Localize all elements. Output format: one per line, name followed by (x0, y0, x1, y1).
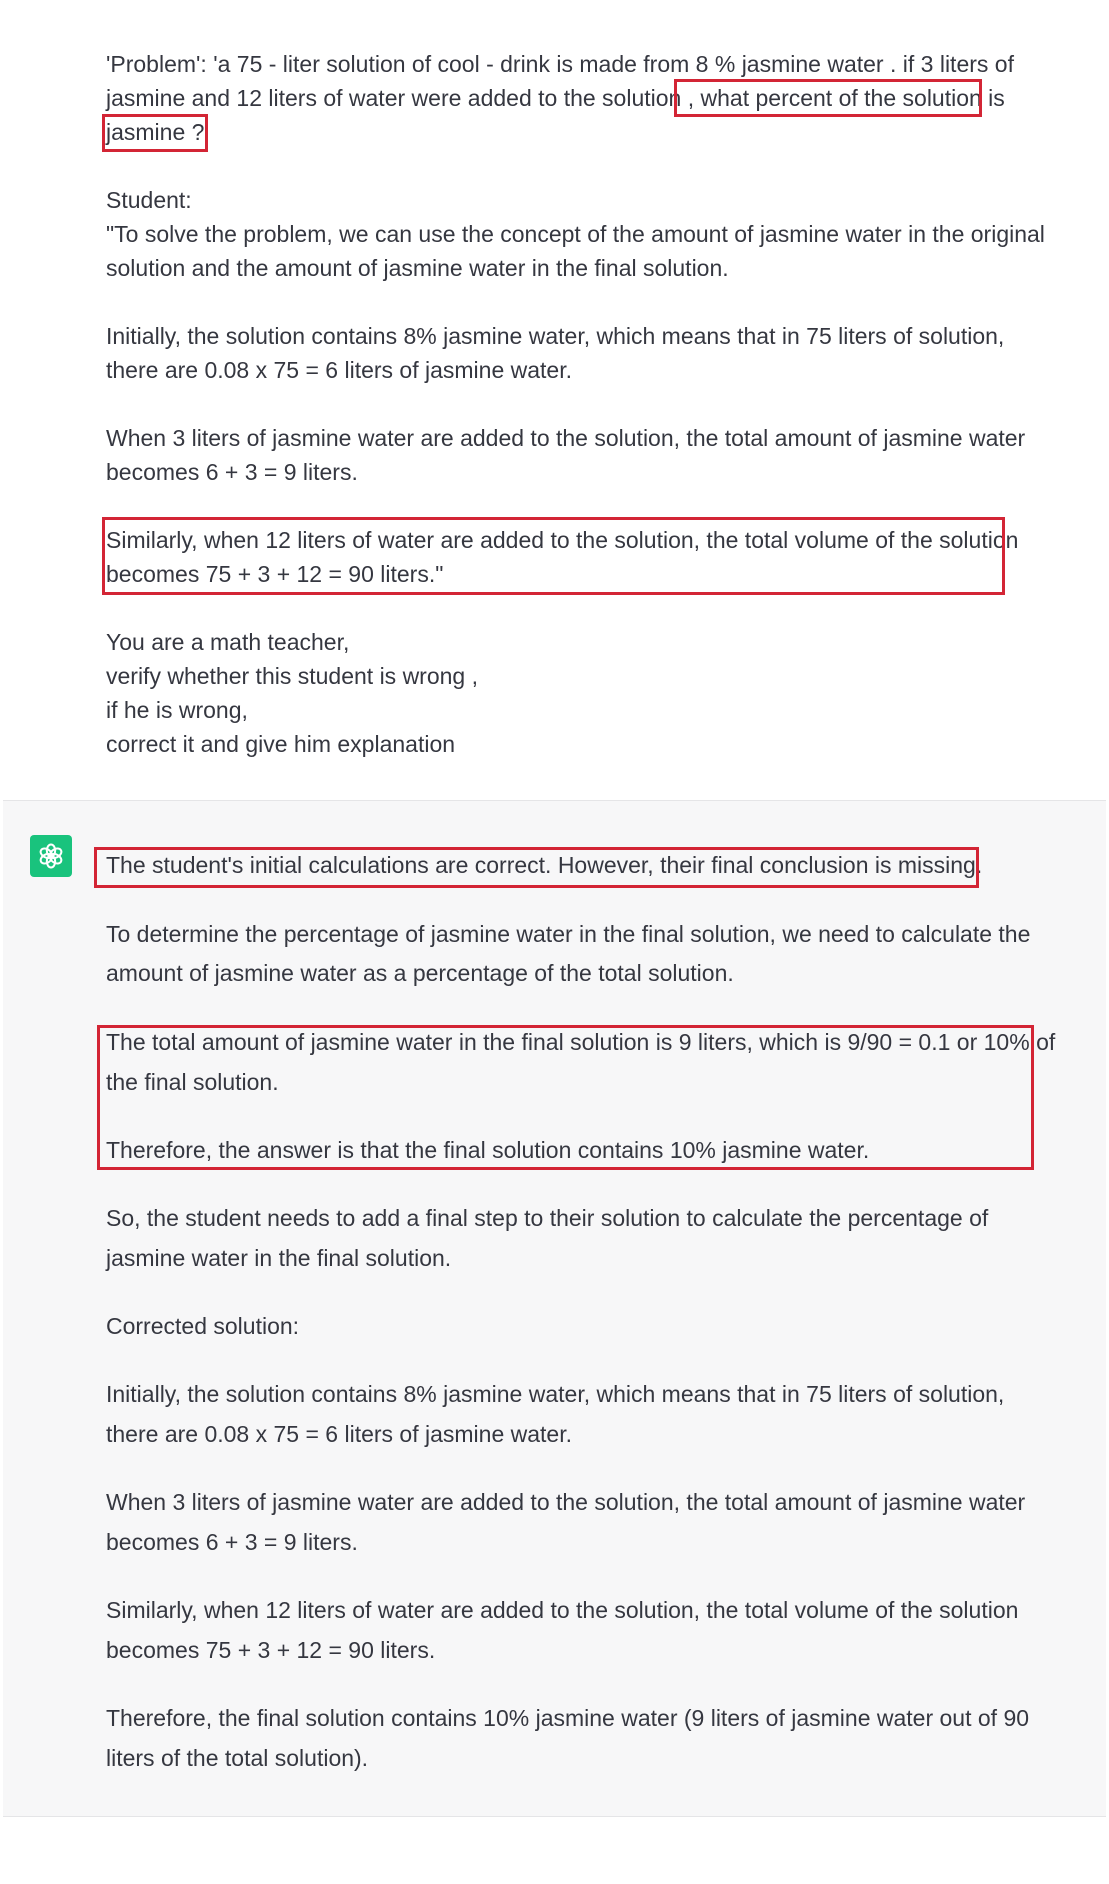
user-message (0, 0, 1109, 800)
assistant-line: amount of jasmine water as a percentage of the total solution. (106, 960, 734, 986)
user-line: there are 0.08 x 75 = 6 liters of jasmine water. (106, 357, 572, 383)
assistant-line: To determine the percentage of jasmine water in the final solution, we need to calculate the (106, 921, 1031, 947)
openai-logo-icon (37, 842, 65, 870)
assistant-line: The total amount of jasmine water in the final solution is 9 liters, which is 9/90 = 0.1 or 10% of (106, 1029, 1056, 1055)
assistant-line: the final solution. (106, 1069, 279, 1095)
user-line: jasmine and 12 liters of water were added to the solution , what percent of the solution is (106, 85, 1005, 111)
user-line: if he is wrong, (106, 697, 248, 723)
user-line: becomes 6 + 3 = 9 liters. (106, 459, 358, 485)
assistant-line: Therefore, the final solution contains 10% jasmine water (9 liters of jasmine water out of 90 (106, 1705, 1030, 1731)
user-line: When 3 liters of jasmine water are added to the solution, the total amount of jasmine water (106, 425, 1026, 451)
user-line: 'Problem': 'a 75 - liter solution of cool - drink is made from 8 % jasmine water . if 3 liters of (106, 51, 1014, 77)
user-line: correct it and give him explanation (106, 731, 456, 757)
assistant-line: there are 0.08 x 75 = 6 liters of jasmine water. (106, 1421, 572, 1447)
user-line: verify whether this student is wrong , (106, 663, 478, 689)
assistant-line: Similarly, when 12 liters of water are added to the solution, the total volume of the solution (106, 1597, 1019, 1623)
assistant-line: Initially, the solution contains 8% jasmine water, which means that in 75 liters of solution, (106, 1381, 1005, 1407)
assistant-line: So, the student needs to add a final step to their solution to calculate the percentage of (106, 1205, 989, 1231)
assistant-line: becomes 75 + 3 + 12 = 90 liters. (106, 1637, 436, 1663)
assistant-line: becomes 6 + 3 = 9 liters. (106, 1529, 358, 1555)
user-line: jasmine ?' (106, 119, 209, 145)
user-line: solution and the amount of jasmine water in the final solution. (106, 255, 729, 281)
user-line: Similarly, when 12 liters of water are added to the solution, the total volume of the solution (106, 527, 1019, 553)
user-line: "To solve the problem, we can use the concept of the amount of jasmine water in the original (106, 221, 1045, 247)
user-line: Initially, the solution contains 8% jasmine water, which means that in 75 liters of solution, (106, 323, 1005, 349)
assistant-avatar (30, 835, 72, 877)
user-line: You are a math teacher, (106, 629, 350, 655)
assistant-line: When 3 liters of jasmine water are added to the solution, the total amount of jasmine water (106, 1489, 1026, 1515)
user-line: becomes 75 + 3 + 12 = 90 liters." (106, 561, 444, 587)
assistant-line: liters of the total solution). (106, 1745, 369, 1771)
assistant-line: The student's initial calculations are correct. However, their final conclusion is missing. (106, 852, 983, 878)
assistant-line: Therefore, the answer is that the final solution contains 10% jasmine water. (106, 1137, 870, 1163)
assistant-line: jasmine water in the final solution. (106, 1245, 452, 1271)
assistant-line: Corrected solution: (106, 1313, 300, 1339)
user-line: Student: (106, 187, 192, 213)
